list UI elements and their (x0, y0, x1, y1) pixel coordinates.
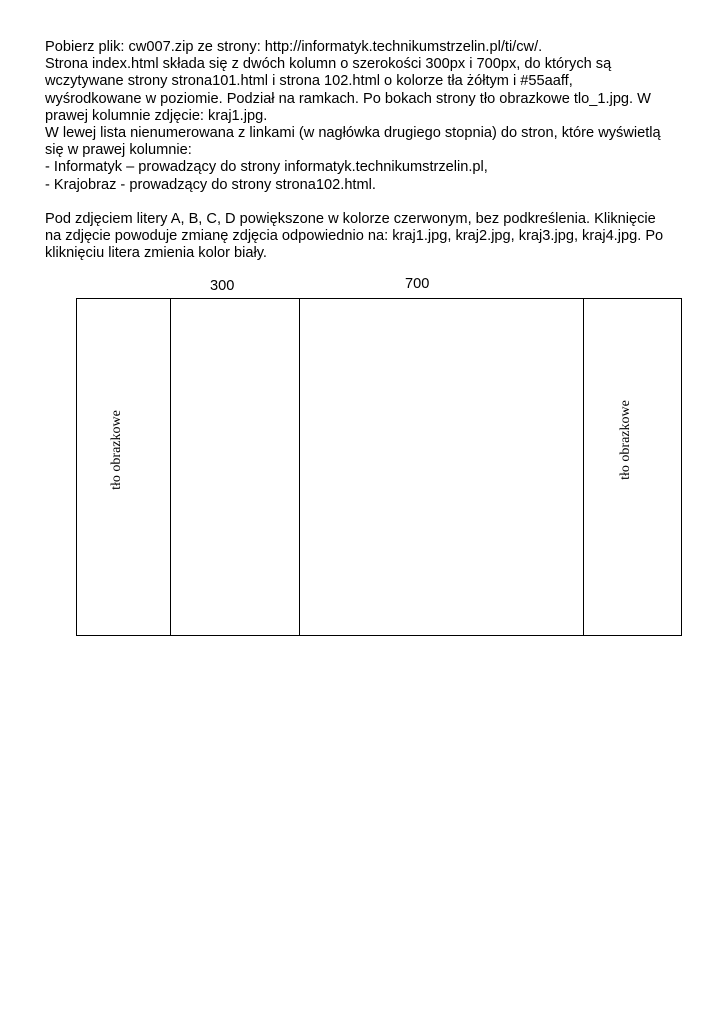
instruction-line: kliknięciu litera zmienia kolor biały. (45, 245, 267, 262)
layout-diagram (76, 298, 682, 636)
instruction-line: Pod zdjęciem litery A, B, C, D powiększone w kolorze czerwonym, bez podkreślenia. Kliknięcie (45, 211, 656, 228)
paragraph-gap (45, 194, 685, 211)
instruction-line: Pobierz plik: cw007.zip ze strony: http://informatyk.technikumstrzelin.pl/ti/cw/. (45, 39, 543, 55)
left-column-width-label: 300 (210, 278, 235, 294)
instruction-line: - Krajobraz - prowadzący do strony strona102.html. (45, 176, 376, 193)
divider-right-side (583, 299, 584, 635)
instruction-line: na zdjęcie powoduje zmianę zdjęcia odpowiednio na: kraj1.jpg, kraj2.jpg, kraj3.jpg, kraj4.jpg. Po (45, 228, 664, 245)
instruction-line: się w prawej kolumnie: (45, 142, 192, 159)
right-column-width-label: 700 (405, 276, 430, 292)
divider-left-side (170, 299, 171, 635)
instructions-text (45, 39, 685, 263)
divider-columns (299, 299, 300, 635)
instruction-line: W lewej lista nienumerowana z linkami (w nagłówka drugiego stopnia) do stron, które wyświetlą (45, 125, 661, 142)
left-side-background-label: tło obrazkowe (109, 410, 124, 490)
instruction-line: - Informatyk – prowadzący do strony informatyk.technikumstrzelin.pl, (45, 159, 488, 176)
instruction-line: wyśrodkowane w poziomie. Podział na ramkach. Po bokach strony tło obrazkowe tlo_1.jpg. W (45, 90, 651, 107)
instruction-line: prawej kolumnie zdjęcie: kraj1.jpg. (45, 107, 268, 124)
instruction-line: wczytywane strony strona101.html i strona 102.html o kolorze tła żółtym i #55aaff, (45, 73, 573, 90)
instruction-line: Strona index.html składa się z dwóch kolumn o szerokości 300px i 700px, do których są (45, 56, 612, 73)
right-side-background-label: tło obrazkowe (618, 400, 633, 480)
